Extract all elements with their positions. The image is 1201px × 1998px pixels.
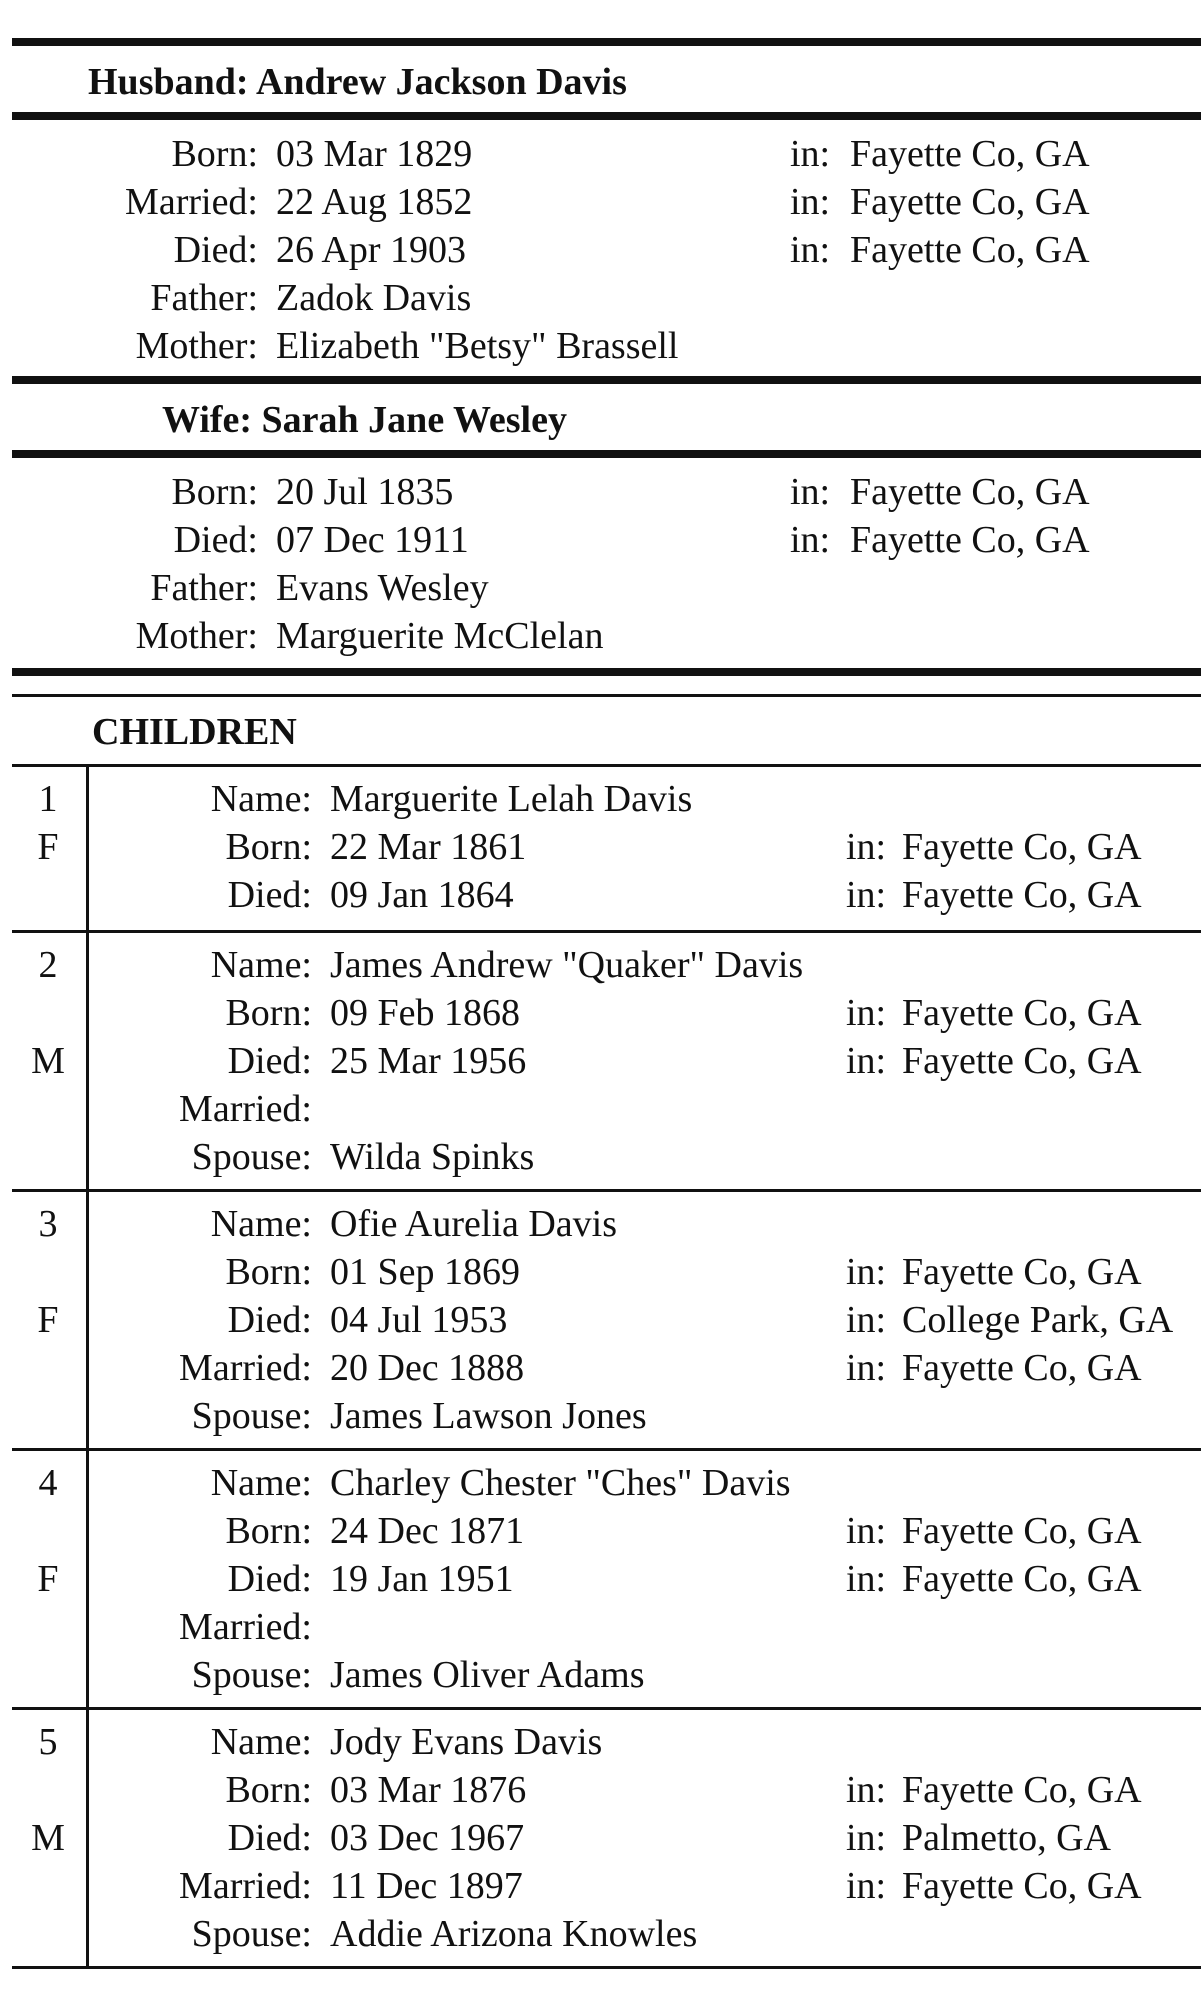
- husband-married-in: in:: [790, 181, 831, 223]
- child-married-label: Married:: [179, 1347, 312, 1389]
- child-row-4: [12, 1451, 1201, 1710]
- wife-born-row: [0, 468, 1201, 516]
- husband-mother-row: [0, 322, 1201, 370]
- child-born-in: in:: [846, 1510, 887, 1552]
- child-spouse-label: Spouse:: [191, 1136, 312, 1178]
- child-died-date: 03 Dec 1967: [330, 1817, 525, 1859]
- wife-born-label: Born:: [171, 471, 258, 513]
- child-born-label: Born:: [225, 1251, 312, 1293]
- wife-heading: [162, 396, 567, 444]
- child-name-value: Charley Chester "Ches" Davis: [330, 1462, 791, 1504]
- child-died-row: [12, 1296, 1201, 1344]
- child-died-row: [12, 871, 1201, 919]
- child-died-in: in:: [846, 1558, 887, 1600]
- child-married-row: [12, 1085, 1201, 1133]
- child-name-value: James Andrew "Quaker" Davis: [330, 944, 804, 986]
- child-sex: F: [37, 1558, 59, 1600]
- child-married-row: [12, 1603, 1201, 1651]
- husband-mother-label: Mother:: [135, 325, 258, 367]
- child-died-place: Palmetto, GA: [902, 1817, 1111, 1859]
- child-died-place: Fayette Co, GA: [902, 874, 1142, 916]
- child-born-place: Fayette Co, GA: [902, 992, 1142, 1034]
- husband-born-in: in:: [790, 133, 831, 175]
- husband-married-date: 22 Aug 1852: [276, 181, 473, 223]
- child-born-label: Born:: [225, 1769, 312, 1811]
- child-spouse-row: [12, 1392, 1201, 1440]
- child-spouse-label: Spouse:: [191, 1395, 312, 1437]
- child-name-label: Name:: [210, 1203, 312, 1245]
- child-died-date: 19 Jan 1951: [330, 1558, 514, 1600]
- child-spouse-value: James Oliver Adams: [330, 1654, 645, 1696]
- child-born-label: Born:: [225, 992, 312, 1034]
- husband-father-value: Zadok Davis: [276, 277, 472, 319]
- child-died-label: Died:: [227, 1817, 312, 1859]
- child-died-label: Died:: [227, 1558, 312, 1600]
- wife-died-in: in:: [790, 519, 831, 561]
- child-row-5: [12, 1710, 1201, 1969]
- child-died-label: Died:: [227, 874, 312, 916]
- child-number: 2: [38, 944, 58, 986]
- husband-died-row: [0, 226, 1201, 274]
- wife-mother-value: Marguerite McClelan: [276, 615, 604, 657]
- child-born-place: Fayette Co, GA: [902, 826, 1142, 868]
- child-married-row: [12, 1862, 1201, 1910]
- children-top-rule: [12, 694, 1201, 697]
- husband-father-row: [0, 274, 1201, 322]
- wife-died-place: Fayette Co, GA: [850, 519, 1090, 561]
- child-married-place: Fayette Co, GA: [902, 1347, 1142, 1389]
- child-born-date: 03 Mar 1876: [330, 1769, 527, 1811]
- husband-died-in: in:: [790, 229, 831, 271]
- wife-died-row: [0, 516, 1201, 564]
- child-married-place: Fayette Co, GA: [902, 1865, 1142, 1907]
- husband-married-place: Fayette Co, GA: [850, 181, 1090, 223]
- child-sex: F: [37, 1299, 59, 1341]
- child-died-in: in:: [846, 1040, 887, 1082]
- child-married-date: 11 Dec 1897: [330, 1865, 523, 1907]
- child-spouse-label: Spouse:: [191, 1654, 312, 1696]
- top-rule: [12, 38, 1201, 46]
- child-sex: F: [37, 826, 59, 868]
- child-born-in: in:: [846, 1769, 887, 1811]
- wife-born-place: Fayette Co, GA: [850, 471, 1090, 513]
- child-name-value: Marguerite Lelah Davis: [330, 778, 693, 820]
- child-number: 5: [38, 1721, 58, 1763]
- child-born-row: [12, 1507, 1201, 1555]
- child-name-label: Name:: [210, 1721, 312, 1763]
- child-died-label: Died:: [227, 1040, 312, 1082]
- child-born-row: [12, 823, 1201, 871]
- child-born-date: 09 Feb 1868: [330, 992, 520, 1034]
- husband-name: Andrew Jackson Davis: [255, 61, 627, 103]
- child-born-row: [12, 1766, 1201, 1814]
- child-name-label: Name:: [210, 944, 312, 986]
- wife-heading-rule: [12, 450, 1201, 458]
- child-died-row: [12, 1814, 1201, 1862]
- wife-died-date: 07 Dec 1911: [276, 519, 469, 561]
- child-born-place: Fayette Co, GA: [902, 1769, 1142, 1811]
- child-name-value: Ofie Aurelia Davis: [330, 1203, 618, 1245]
- child-born-in: in:: [846, 992, 887, 1034]
- child-name-row: [12, 1459, 1201, 1507]
- child-name-row: [12, 1200, 1201, 1248]
- child-born-place: Fayette Co, GA: [902, 1510, 1142, 1552]
- child-died-in: in:: [846, 874, 887, 916]
- child-name-row: [12, 941, 1201, 989]
- child-spouse-row: [12, 1133, 1201, 1181]
- child-born-label: Born:: [225, 826, 312, 868]
- child-number: 1: [38, 778, 58, 820]
- child-married-label: Married:: [179, 1865, 312, 1907]
- child-row-2: [12, 933, 1201, 1192]
- husband-mother-value: Elizabeth "Betsy" Brassell: [276, 325, 679, 367]
- child-died-place: Fayette Co, GA: [902, 1040, 1142, 1082]
- child-number: 4: [38, 1462, 58, 1504]
- husband-married-row: [0, 178, 1201, 226]
- child-born-in: in:: [846, 1251, 887, 1293]
- child-died-place: Fayette Co, GA: [902, 1558, 1142, 1600]
- wife-born-in: in:: [790, 471, 831, 513]
- child-died-in: in:: [846, 1299, 887, 1341]
- child-name-label: Name:: [210, 1462, 312, 1504]
- child-born-place: Fayette Co, GA: [902, 1251, 1142, 1293]
- child-born-in: in:: [846, 826, 887, 868]
- child-row-3: [12, 1192, 1201, 1451]
- child-sex: M: [31, 1817, 65, 1859]
- child-spouse-label: Spouse:: [191, 1913, 312, 1955]
- child-died-date: 04 Jul 1953: [330, 1299, 508, 1341]
- child-died-row: [12, 1037, 1201, 1085]
- wife-father-label: Father:: [150, 567, 258, 609]
- wife-heading-label: Wife:: [162, 399, 253, 441]
- husband-died-date: 26 Apr 1903: [276, 229, 466, 271]
- wife-died-label: Died:: [173, 519, 258, 561]
- child-spouse-value: James Lawson Jones: [330, 1395, 647, 1437]
- husband-married-label: Married:: [125, 181, 258, 223]
- wife-father-row: [0, 564, 1201, 612]
- child-died-date: 25 Mar 1956: [330, 1040, 527, 1082]
- child-born-date: 24 Dec 1871: [330, 1510, 525, 1552]
- husband-heading-rule: [12, 112, 1201, 120]
- child-married-in: in:: [846, 1865, 887, 1907]
- child-born-row: [12, 989, 1201, 1037]
- child-name-row: [12, 775, 1201, 823]
- husband-heading-label: Husband:: [88, 61, 249, 103]
- child-spouse-row: [12, 1910, 1201, 1958]
- wife-bottom-rule: [12, 668, 1201, 676]
- child-spouse-row: [12, 1651, 1201, 1699]
- husband-born-label: Born:: [171, 133, 258, 175]
- child-row-1: [12, 767, 1201, 933]
- child-number: 3: [38, 1203, 58, 1245]
- child-married-label: Married:: [179, 1606, 312, 1648]
- child-died-row: [12, 1555, 1201, 1603]
- child-died-in: in:: [846, 1817, 887, 1859]
- wife-mother-label: Mother:: [135, 615, 258, 657]
- husband-died-place: Fayette Co, GA: [850, 229, 1090, 271]
- child-name-label: Name:: [210, 778, 312, 820]
- children-table: [12, 764, 1201, 1969]
- child-died-label: Died:: [227, 1299, 312, 1341]
- child-spouse-value: Addie Arizona Knowles: [330, 1913, 698, 1955]
- wife-top-rule: [12, 376, 1201, 384]
- child-born-date: 22 Mar 1861: [330, 826, 527, 868]
- child-born-label: Born:: [225, 1510, 312, 1552]
- child-name-value: Jody Evans Davis: [330, 1721, 603, 1763]
- child-sex: M: [31, 1040, 65, 1082]
- child-died-place: College Park, GA: [902, 1299, 1174, 1341]
- husband-heading: [88, 58, 627, 106]
- child-married-in: in:: [846, 1347, 887, 1389]
- husband-father-label: Father:: [150, 277, 258, 319]
- husband-born-row: [0, 130, 1201, 178]
- child-married-row: [12, 1344, 1201, 1392]
- wife-born-date: 20 Jul 1835: [276, 471, 454, 513]
- child-name-row: [12, 1718, 1201, 1766]
- husband-born-place: Fayette Co, GA: [850, 133, 1090, 175]
- child-married-label: Married:: [179, 1088, 312, 1130]
- wife-mother-row: [0, 612, 1201, 660]
- child-born-date: 01 Sep 1869: [330, 1251, 520, 1293]
- child-died-date: 09 Jan 1864: [330, 874, 514, 916]
- child-married-date: 20 Dec 1888: [330, 1347, 525, 1389]
- child-spouse-value: Wilda Spinks: [330, 1136, 535, 1178]
- children-heading: CHILDREN: [92, 711, 297, 753]
- husband-born-date: 03 Mar 1829: [276, 133, 473, 175]
- wife-name: Sarah Jane Wesley: [261, 399, 567, 441]
- wife-father-value: Evans Wesley: [276, 567, 489, 609]
- child-born-row: [12, 1248, 1201, 1296]
- husband-died-label: Died:: [173, 229, 258, 271]
